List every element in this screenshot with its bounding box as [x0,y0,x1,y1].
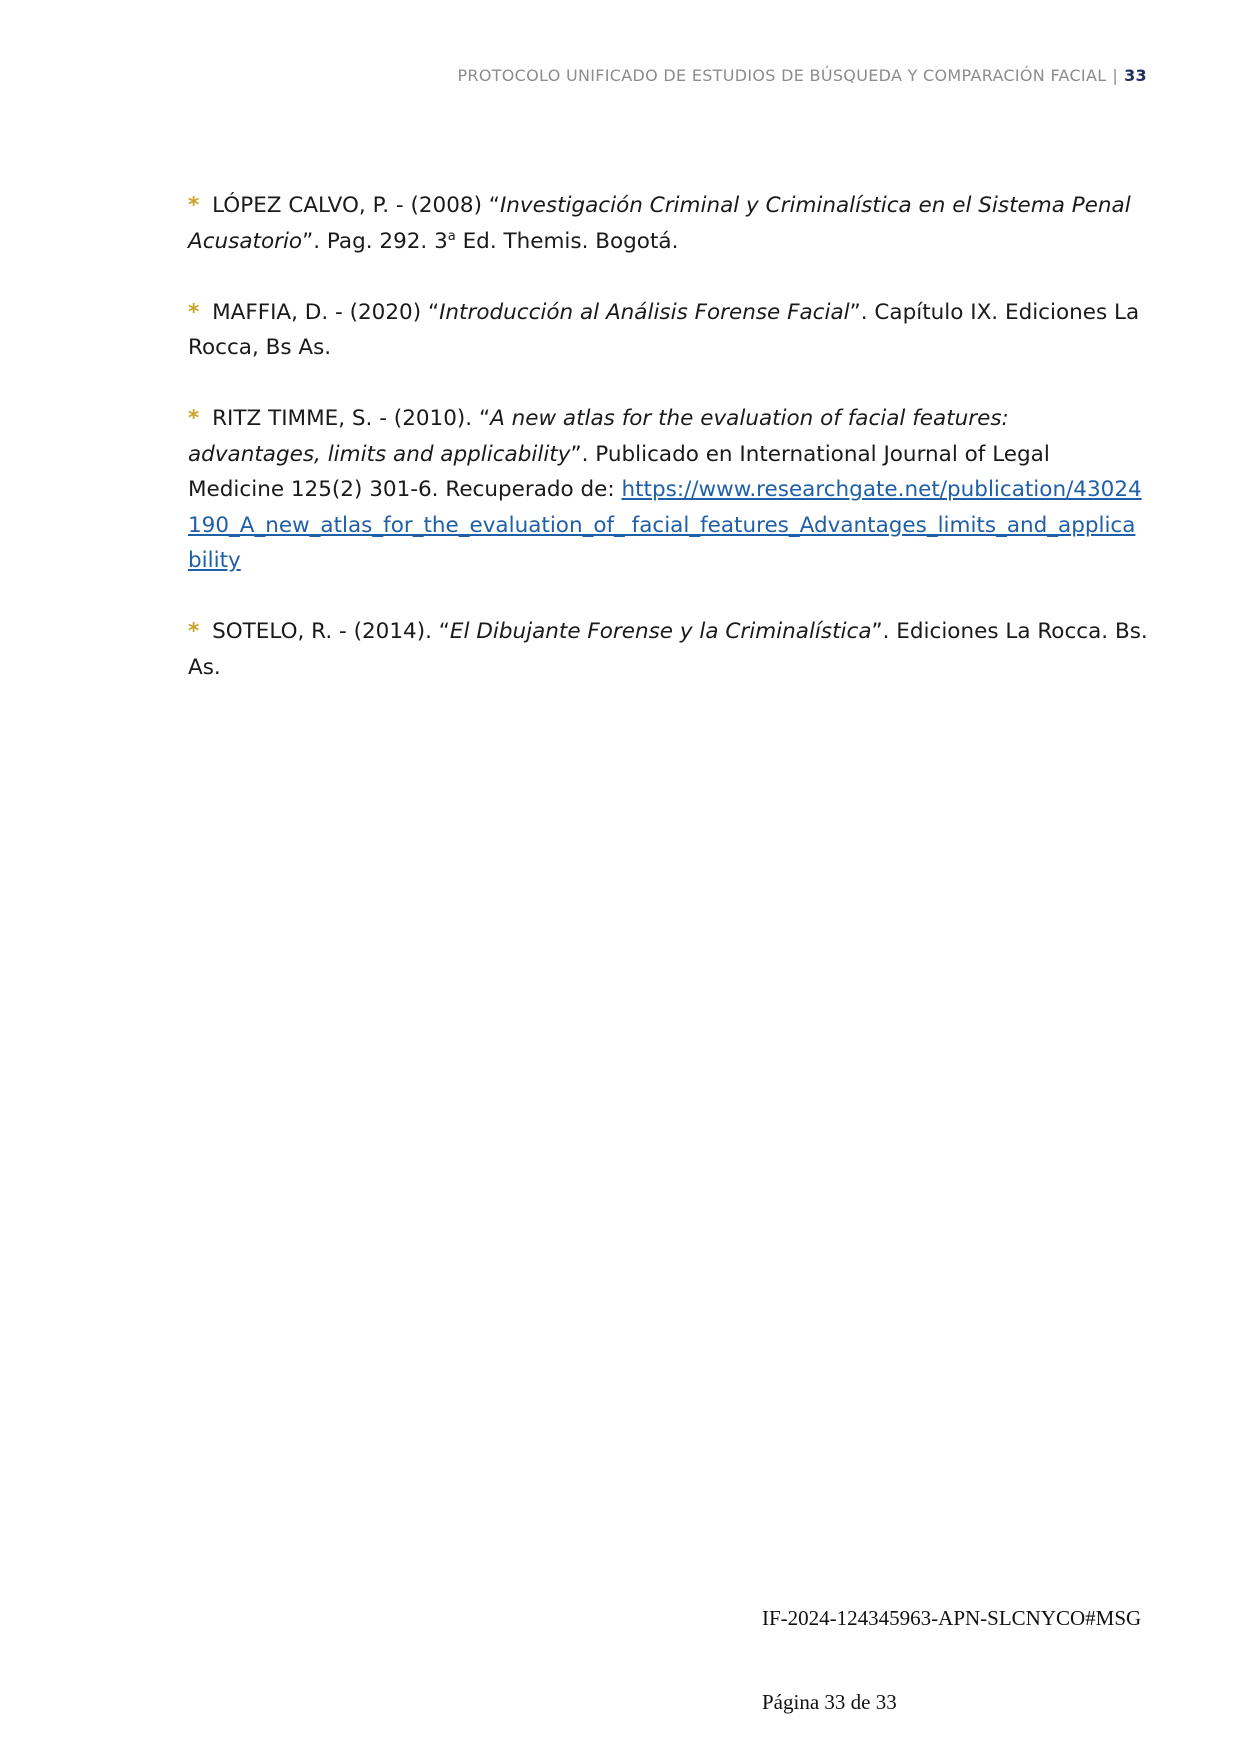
reference-title: A new atlas for the evaluation of facial features: advantages, limits and applicability [188,406,1009,467]
reference-details: ”. Pag. 292. 3 [302,228,448,254]
reference-author: SOTELO, R. - (2014). “ [212,619,450,644]
bullet-asterisk-icon: * [188,619,200,644]
bullet-asterisk-icon: * [188,193,200,218]
reference-details: ”. Publicado en International Journal of Legal Medicine 125(2) 301-6. Recuperado de: [188,441,1050,502]
reference-author: MAFFIA, D. - (2020) “ [212,299,440,325]
reference-author: LÓPEZ CALVO, P. - (2008) “ [212,193,500,218]
reference-title: Introducción al Análisis Forense Facial [439,299,850,325]
running-header [457,66,1147,85]
reference-title: El Dibujante Forense y la Criminalística [449,619,872,644]
reference-author: RITZ TIMME, S. - (2010). “ [212,406,491,431]
reference-link[interactable]: https://www.researchgate.net/publication/43024190_A_new_atlas_for_the_evaluation_of_ facial_features_Advantages_limits_and_applicability [188,477,1142,573]
reference-title: Investigación Criminal y Criminalística en el Sistema Penal Acusatorio [188,193,1131,254]
reference-superscript: a [447,228,456,244]
header-separator: | [1112,66,1119,85]
reference-details-cont: Ed. Themis. Bogotá. [455,228,679,254]
bullet-asterisk-icon: * [188,299,200,325]
reference-item [188,401,1148,579]
header-title: PROTOCOLO UNIFICADO DE ESTUDIOS DE BÚSQUEDA Y COMPARACIÓN FACIAL [457,66,1107,85]
reference-item [188,188,1148,259]
header-page-number: 33 [1124,66,1147,85]
reference-details: ”. Capítulo IX. Ediciones La Rocca, Bs As. [188,299,1140,360]
document-id: IF-2024-124345963-APN-SLCNYCO#MSG [762,1606,1142,1630]
references-list [188,188,1148,721]
reference-details: ”. Ediciones La Rocca. Bs. As. [188,619,1148,680]
bullet-asterisk-icon: * [188,406,200,431]
reference-item [188,295,1148,366]
reference-item [188,614,1148,685]
page-counter: Página 33 de 33 [762,1690,897,1714]
